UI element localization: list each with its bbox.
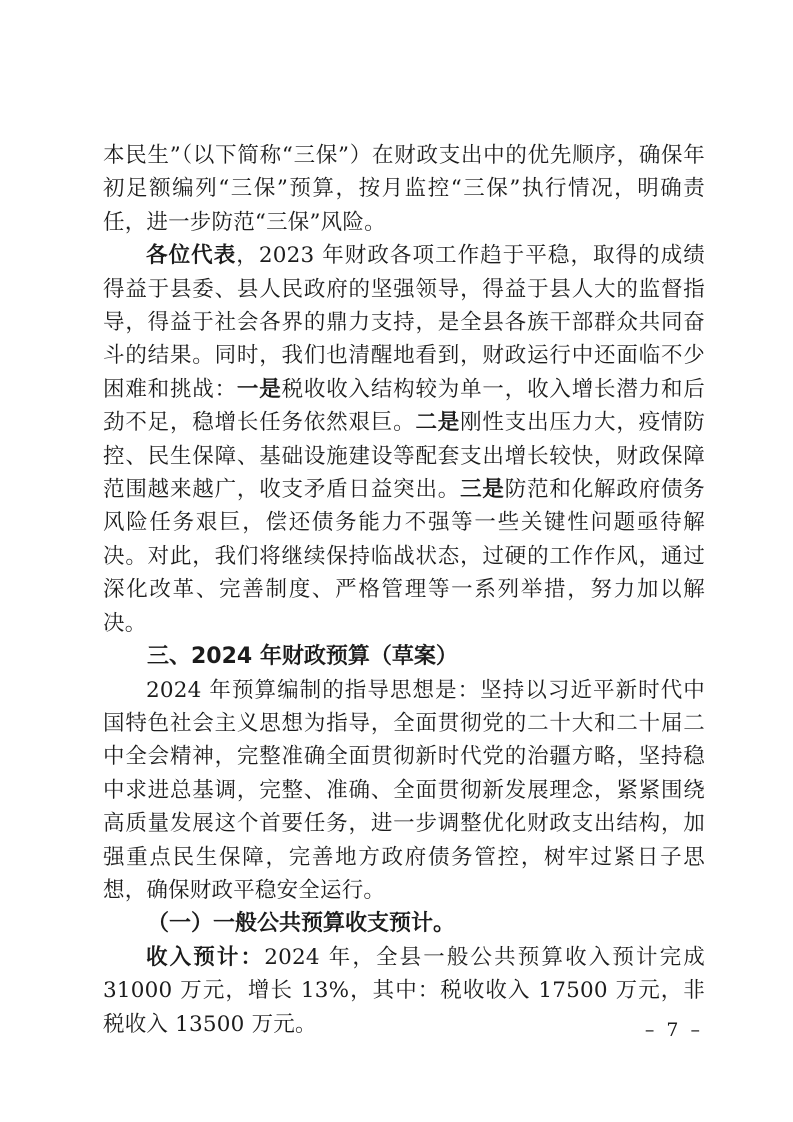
paragraph-2023-review <box>103 239 705 640</box>
text-run: 本民生”（以下简称“三保”）在财政支出中的优先顺序，确保年初足额编列“三保”预算，按月监控“三保”执行情况，明确责任，进一步防范“三保”风险。 <box>103 143 705 235</box>
bold-point-three: 三是 <box>460 477 505 503</box>
text-run: 2024 年预算编制的指导思想是：坚持以习近平新时代中国特色社会主义思想为指导，全面贯彻党的二十大和二十届二中全会精神，完整准确全面贯彻新时代党的治疆方略，坚持稳中求进总基调，完整、准确、全面贯彻新发展理念，紧紧围绕高质量发展这个首要任务，进一步调整优化财政支出结构，加强重点民生保障，完善地方政府债务管控，树牢过紧日子思想，确保财政平稳安全运行。 <box>103 677 705 903</box>
text-run: 2024 年，全县一般公共预算收入预计完成 31000 万元，增长 13%，其中：税收收入 17500 万元，非税收入 13500 万元。 <box>103 944 705 1037</box>
text-run: 防范和化解政府债务风险任务艰巨，偿还债务能力不强等一些关键性问题亟待解决。对此，我们将继续保持临战状态，过硬的工作作风，通过深化改革、完善制度、严格管理等一系列举措，努力加以解决。 <box>103 477 705 636</box>
bold-point-two: 二是 <box>415 410 461 436</box>
document-body <box>103 139 705 1041</box>
bold-lead-delegates: 各位代表 <box>146 243 237 269</box>
paragraph-revenue-forecast <box>103 941 705 1041</box>
page-footer <box>645 1018 703 1042</box>
page-number: – 7 – <box>644 1019 703 1041</box>
subsection-heading-general-budget: （一）一般公共预算收支预计。 <box>147 910 456 937</box>
text-run: ，2023 年财政各项工作趋于平稳，取得的成绩得益于县委、县人民政府的坚强领导，得益于县人大的监督指导，得益于社会各界的鼎力支持，是全县各族干部群众共同奋斗的结果。同时，我们也清醒地看到，财政运行中还面临不少困难和挑战： <box>103 243 705 402</box>
paragraph-guiding-ideology <box>103 674 705 908</box>
text-run: 税收收入结构较为单一，收入增长潜力和后劲不足，稳增长任务依然艰巨。 <box>103 376 705 436</box>
paragraph-continuation <box>103 139 705 239</box>
text-run: 刚性支出压力大，疫情防控、民生保障、基础设施建设等配套支出增长较快，财政保障范围越来越广，收支矛盾日益突出。 <box>103 410 705 503</box>
bold-point-one: 一是 <box>236 376 282 402</box>
bold-lead-revenue-forecast: 收入预计： <box>146 944 265 970</box>
section-heading-2024-budget: 三、2024 年财政预算（草案） <box>147 644 458 670</box>
